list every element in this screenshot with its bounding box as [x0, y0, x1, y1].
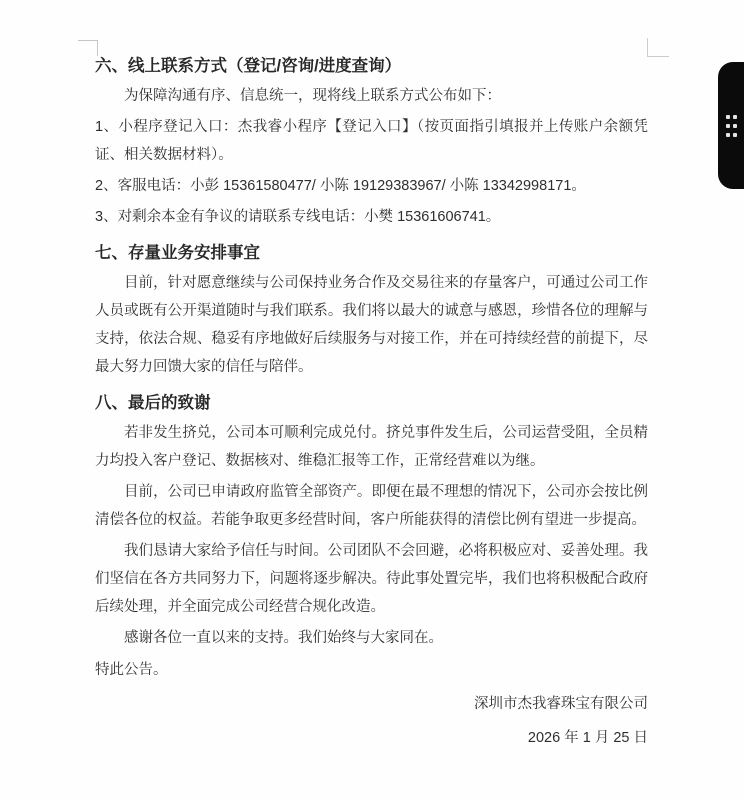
section-heading-online-contact: 六、线上联系方式（登记/咨询/进度查询）	[95, 57, 402, 75]
crop-mark-top-right-icon	[647, 38, 669, 57]
paragraph-gratitude: 感谢各位一直以来的支持。我们始终与大家同在。	[124, 630, 443, 646]
paragraph-existing-business: 目前，针对愿意继续与公司保持业务合作及交易往来的存量客户，可通过公司工作人员或既有公开渠道随时与我们联系。我们将以最大的诚意与感恩，珍惜各位的理解与支持，依法合规、稳妥有序地做好后续服务与对接工作，并在可持续经营的前提下，尽最大努力回馈大家的信任与陪伴。	[95, 275, 648, 375]
paragraph-contact-intro: 为保障沟通有序、信息统一，现将线上联系方式公布如下：	[124, 88, 501, 104]
paragraph-run-impact: 若非发生挤兑，公司本可顺利完成兑付。挤兑事件发生后，公司运营受阻，全员精力均投入客户登记、数据核对、维稳汇报等工作，正常经营难以为继。	[95, 425, 648, 469]
announcement-date: 2026 年 1 月 25 日	[527, 730, 648, 746]
closing-statement: 特此公告。	[95, 662, 168, 678]
contact-item-service-phones: 2、客服电话：小彭 15361580477/ 小陈 19129383967/ 小陈 13342998171。	[95, 178, 586, 194]
paragraph-trust-request: 我们恳请大家给予信任与时间。公司团队不会回避，必将积极应对、妥善处理。我们坚信在各方共同努力下，问题将逐步解决。待此事处置完毕，我们也将积极配合政府后续处理，并全面完成公司经营合规化改造。	[95, 543, 648, 615]
floating-menu-handle[interactable]	[718, 62, 744, 189]
section-heading-existing-business: 七、存量业务安排事宜	[95, 244, 260, 262]
announcement-body	[95, 55, 648, 755]
company-signature: 深圳市杰我睿珠宝有限公司	[474, 696, 648, 712]
grid-dots-icon	[726, 115, 737, 139]
contact-item-miniprogram: 1、小程序登记入口：杰我睿小程序【登记入口】（按页面指引填报并上传账户余额凭证、相关数据材料）。	[95, 119, 648, 163]
paragraph-asset-supervision: 目前，公司已申请政府监管全部资产。即便在最不理想的情况下，公司亦会按比例清偿各位的权益。若能争取更多经营时间，客户所能获得的清偿比例有望进一步提高。	[95, 484, 648, 528]
crop-mark-top-left-icon	[78, 40, 98, 56]
section-heading-final-thanks: 八、最后的致谢	[95, 394, 211, 412]
contact-item-dispute-line: 3、对剩余本金有争议的请联系专线电话：小樊 15361606741。	[95, 209, 501, 225]
